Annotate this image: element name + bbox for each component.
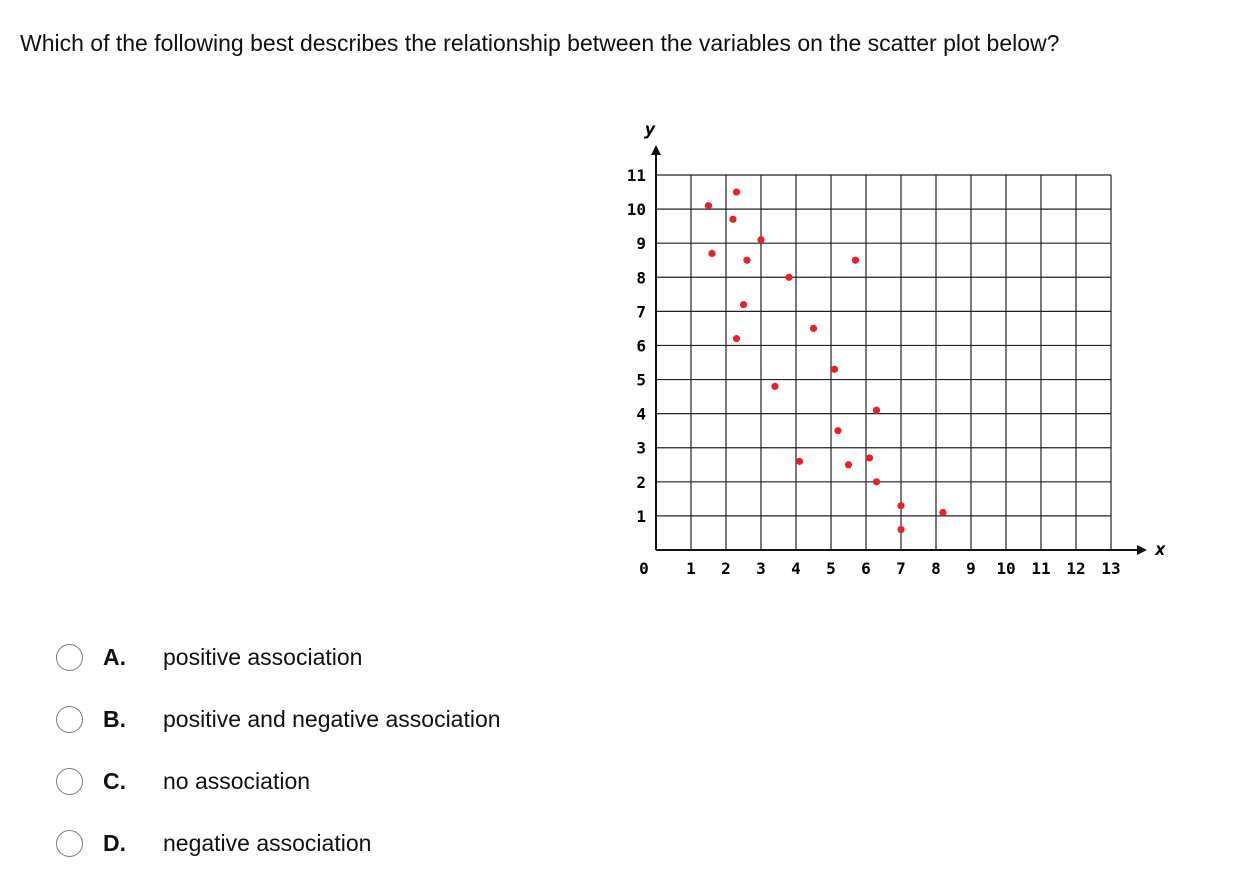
data-point (733, 335, 740, 342)
choice-c[interactable] (56, 766, 501, 796)
y-axis-label: y (644, 119, 656, 140)
choice-a-letter: A. (103, 643, 126, 670)
x-tick-label: 12 (1066, 559, 1086, 578)
x-tick-label: 13 (1101, 559, 1121, 578)
data-point (873, 407, 880, 414)
choice-a-text: positive association (163, 643, 363, 670)
choice-a-radio[interactable] (56, 644, 83, 671)
y-axis-arrow-icon (651, 145, 661, 155)
x-tick-label: 3 (756, 559, 766, 578)
y-tick-label: 6 (636, 336, 646, 356)
choice-d[interactable] (56, 828, 501, 858)
choice-d-text: negative association (163, 829, 372, 856)
data-point (771, 383, 778, 390)
x-tick-label: 5 (826, 559, 836, 578)
choice-b-text: positive and negative association (163, 705, 501, 732)
y-tick-label: 9 (636, 234, 646, 254)
data-point (757, 236, 764, 243)
origin-label: 0 (639, 559, 649, 578)
y-tick-label: 1 (636, 506, 646, 526)
data-point (834, 427, 841, 434)
data-point (845, 461, 852, 468)
x-tick-label: 9 (966, 559, 976, 578)
data-point (729, 216, 736, 223)
y-tick-label: 7 (636, 302, 646, 322)
choice-d-letter: D. (103, 829, 126, 856)
choice-a[interactable] (56, 642, 501, 672)
data-point (785, 274, 792, 281)
y-tick-label: 4 (636, 404, 646, 424)
answer-choices (56, 642, 501, 890)
data-point (831, 366, 838, 373)
x-tick-label: 2 (721, 559, 731, 578)
data-point (939, 509, 946, 516)
data-point (740, 301, 747, 308)
data-point (852, 257, 859, 264)
x-axis-label: x (1155, 539, 1166, 560)
data-point (708, 250, 715, 257)
x-tick-label: 6 (861, 559, 871, 578)
y-tick-label: 5 (636, 370, 646, 390)
choice-c-radio[interactable] (56, 768, 83, 795)
data-point (897, 502, 904, 509)
question-text: Which of the following best describes the relationship between the variables on the scatter plot below? (20, 30, 1060, 56)
x-tick-label: 8 (931, 559, 941, 578)
data-point (810, 325, 817, 332)
data-point (796, 458, 803, 465)
y-tick-label: 3 (636, 438, 646, 458)
choice-b-letter: B. (103, 705, 126, 732)
data-point (866, 454, 873, 461)
data-point (733, 188, 740, 195)
y-tick-label: 10 (626, 200, 646, 220)
choice-c-letter: C. (103, 767, 126, 794)
x-axis-arrow-icon (1137, 545, 1147, 555)
y-tick-label: 2 (636, 472, 646, 492)
data-point (897, 526, 904, 533)
data-point (873, 478, 880, 485)
x-tick-label: 7 (896, 559, 906, 578)
x-tick-label: 1 (686, 559, 696, 578)
x-tick-label: 10 (996, 559, 1016, 578)
x-tick-label: 11 (1031, 559, 1051, 578)
scatter-plot (600, 105, 1180, 585)
choice-b-radio[interactable] (56, 706, 83, 733)
choice-c-text: no association (163, 767, 311, 794)
choice-d-radio[interactable] (56, 830, 83, 857)
choice-b[interactable] (56, 704, 501, 734)
data-point (705, 202, 712, 209)
x-tick-label: 4 (791, 559, 801, 578)
data-point (743, 257, 750, 264)
y-tick-label: 11 (626, 166, 646, 185)
y-tick-label: 8 (636, 268, 646, 288)
